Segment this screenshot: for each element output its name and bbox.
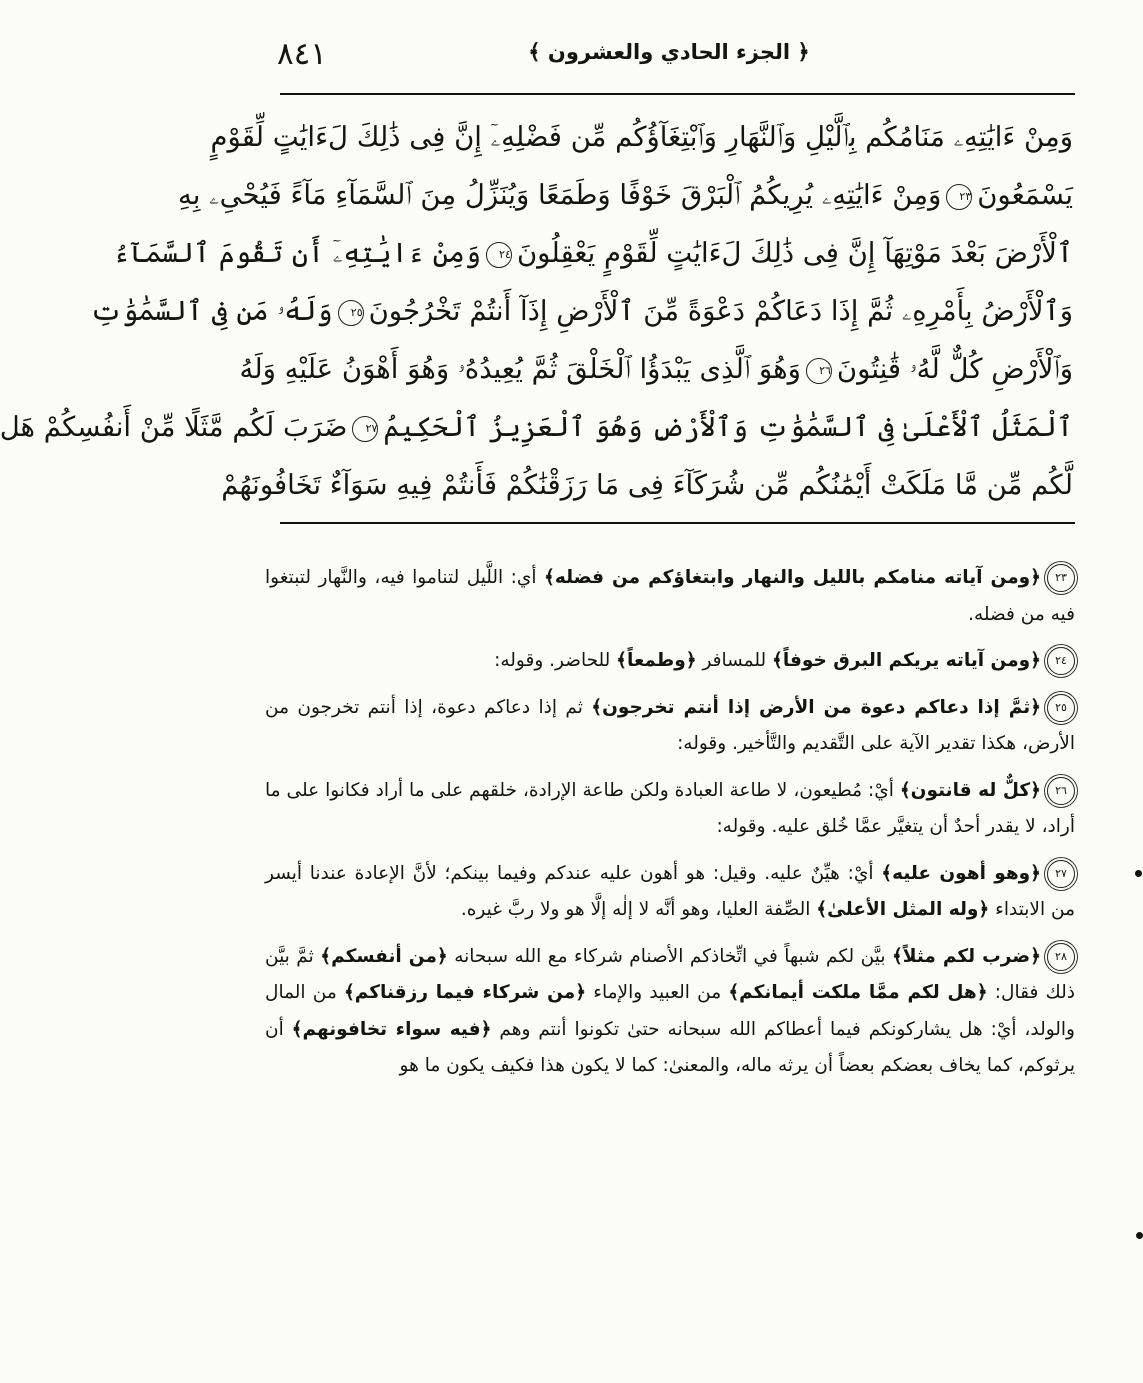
quoted-verse: ﴿ومن آياته منامكم بالليل والنهار وابتغاؤكم من فضله﴾ [544,567,1041,588]
note-number-badge: ٢٤ [1047,647,1075,675]
quoted-verse: ﴿ومن آياته يريكم البرق خوفاً﴾ [772,650,1041,671]
explanation-text: للحاضر. وقوله: [494,650,617,671]
quran-line [0,398,1073,456]
note-number-badge: ٢٨ [1047,943,1075,971]
quoted-verse: ﴿من شركاء فيما رزقناكم﴾ [343,982,587,1003]
quoted-verse: ﴿وهو أهون عليه﴾ [881,862,1041,884]
quran-line [90,282,1073,340]
explanation-text: ثم إذا دعاكم دعوة، إذا أنتم تخرجون من الأرض، هكذا تقدير الآية على التَّقديم والتَّأخير. وقوله: [265,696,1075,754]
commentary-note [265,643,1075,680]
quran-verse-text: وَلَهُۥ مَن فِى ٱلسَّمَٰوَٰتِ [90,295,333,327]
margin-mark [1135,870,1142,877]
quoted-verse: ﴿وله المثل الأعلىٰ﴾ [816,899,990,920]
quoted-verse: ﴿ثمَّ إذا دعاكم دعوة من الأرض إذا أنتم تخرجون﴾ [591,696,1041,718]
quran-line [113,224,1073,282]
quoted-verse: ﴿فيه سواء تخافونهم﴾ [291,1018,492,1040]
quran-verse-text: ٱلْأَرْضَ بَعْدَ مَوْتِهَآ إِنَّ فِى ذَٰلِكَ لَءَايَٰتٍ لِّقَوْمٍ يَعْقِلُونَ [516,237,1073,269]
running-title: ﴿ الجزء الحادي والعشرون ﴾ [528,40,810,64]
explanation-text: ثمَّ بيَّن ذلك فقال: [265,945,1075,1003]
quran-verse-text: وَٱلْأَرْضُ بِأَمْرِهِۦ ثُمَّ إِذَا دَعَاكُمْ دَعْوَةً مِّنَ ٱلْأَرْضِ إِذَآ أَنتُمْ تَخْرُجُونَ [368,295,1073,327]
explanation-text: للمسافر [696,650,772,671]
quran-verse-text: وَهُوَ ٱلَّذِى يَبْدَؤُا ٱلْخَلْقَ ثُمَّ يُعِيدُهُۥ وَهُوَ أَهْوَنُ عَلَيْهِ وَلَهُ [239,353,801,385]
explanation-text: الصِّفة العليا، وهو أنَّه لا إلٰه إلَّا هو ولا ربَّ غيره. [460,899,817,920]
quran-verse-text: وَٱلْأَرْضِ كُلٌّ لَّهُۥ قَٰنِتُونَ [836,353,1073,385]
page-number: ٨٤١ [277,36,327,72]
explanation-text: أي: اللَّيل لتناموا فيه، والنَّهار لتبتغوا فيه من فضله. [265,567,1075,625]
ayah-number-marker: ٢٣ [946,184,972,210]
explanation-text: أيْ: مُطيعون، لا طاعة العبادة ولكن طاعة الإرادة، خلقهم على ما أراد فكانوا على ما أراد، لا يقدر أحدٌ أن يتغيَّر عمَّا خُلق عليه. وقوله: [265,779,1075,837]
ayah-number-marker: ٢٧ [352,416,378,442]
commentary-block [265,560,1075,1095]
explanation-text: من المال والولد، أيْ: هل يشاركونكم فيما أعطاكم الله سبحانه حتىٰ تكونوا أنتم وهم [265,982,1075,1040]
margin-mark [1136,1232,1143,1239]
quran-verse-text: وَمِنْ ءَايَٰتِهِۦ مَنَامُكُم بِٱلَّيْلِ وَٱلنَّهَارِ وَٱبْتِغَآؤُكُم مِّن فَضْلِهِۦٓ إِنَّ فِى ذَٰلِكَ لَءَايَٰتٍ لِّقَوْمٍ [210,121,1073,153]
quoted-verse: ﴿هل لكم ممَّا ملكت أيمانكم﴾ [728,982,988,1003]
commentary-note [265,690,1075,763]
header-divider [280,93,1075,95]
explanation-text: أيْ: هيِّنٌ عليه. وقيل: هو أهون عليه عندكم وفيما بينكم؛ لأنَّ الإعادة عندنا أيسر من الابتداء [265,862,1075,920]
text-commentary-divider [280,522,1075,524]
quoted-verse: ﴿كلٌّ له قانتون﴾ [899,779,1041,801]
quran-line [178,166,1073,224]
page-header [263,36,1075,82]
quran-verse-text: يَسْمَعُونَ [977,179,1073,211]
quoted-verse: ﴿من أنفسكم﴾ [320,945,448,967]
explanation-text: من العبيد والإماء [586,982,729,1003]
quran-verse-text: وَمِنْ ءَايَٰتِهِۦ يُرِيكُمُ ٱلْبَرْقَ خَوْفًا وَطَمَعًا وَيُنَزِّلُ مِنَ ٱلسَّمَآءِ مَآءً فَيُحْىِۦ بِهِ [178,179,942,211]
note-number-badge: ٢٧ [1047,860,1075,888]
ayah-number-marker: ٢٦ [806,358,832,384]
quran-line [210,108,1073,166]
note-number-badge: ٢٥ [1047,694,1075,722]
explanation-text: أن يرثوكم، كما يخاف بعضكم بعضاً أن يرثه ماله، والمعنىٰ: كما لا يكون هذا فكيف يكون ما هو [265,1018,1075,1076]
note-number-badge: ٢٣ [1047,564,1075,592]
commentary-note [265,560,1075,633]
quran-verse-text: وَمِنْ ءَايَٰتِهِۦٓ أَن تَقُومَ ٱلسَّمَآءُ [113,237,481,269]
ayah-number-marker: ٢٥ [338,300,364,326]
commentary-note [265,939,1075,1085]
quran-line [221,456,1073,514]
commentary-note [265,773,1075,846]
note-number-badge: ٢٦ [1047,777,1075,805]
ayah-number-marker: ٢٤ [486,242,512,268]
quoted-verse: ﴿وطمعاً﴾ [616,650,697,671]
explanation-text: بيَّن لكم شبهاً في اتِّخاذكم الأصنام شركاء مع الله سبحانه [447,945,892,967]
quran-line [239,340,1073,398]
quoted-verse: ﴿ضرب لكم مثلاً﴾ [891,945,1041,967]
quran-verse-text: ضَرَبَ لَكُم مَّثَلًا مِّنْ أَنفُسِكُمْ هَل [0,411,348,443]
quran-verse-text: ٱلْمَثَلُ ٱلْأَعْلَىٰ فِى ٱلسَّمَٰوَٰتِ وَٱلْأَرْضِ وَهُوَ ٱلْعَزِيزُ ٱلْحَكِيمُ [383,411,1073,443]
quran-text-block [0,108,1073,514]
quran-verse-text: لَّكُم مِّن مَّا مَلَكَتْ أَيْمَٰنُكُم مِّن شُرَكَآءَ فِى مَا رَزَقْنَٰكُمْ فَأَنتُمْ فِيهِ سَوَآءٌ تَخَافُونَهُمْ [221,469,1073,501]
commentary-note [265,856,1075,929]
